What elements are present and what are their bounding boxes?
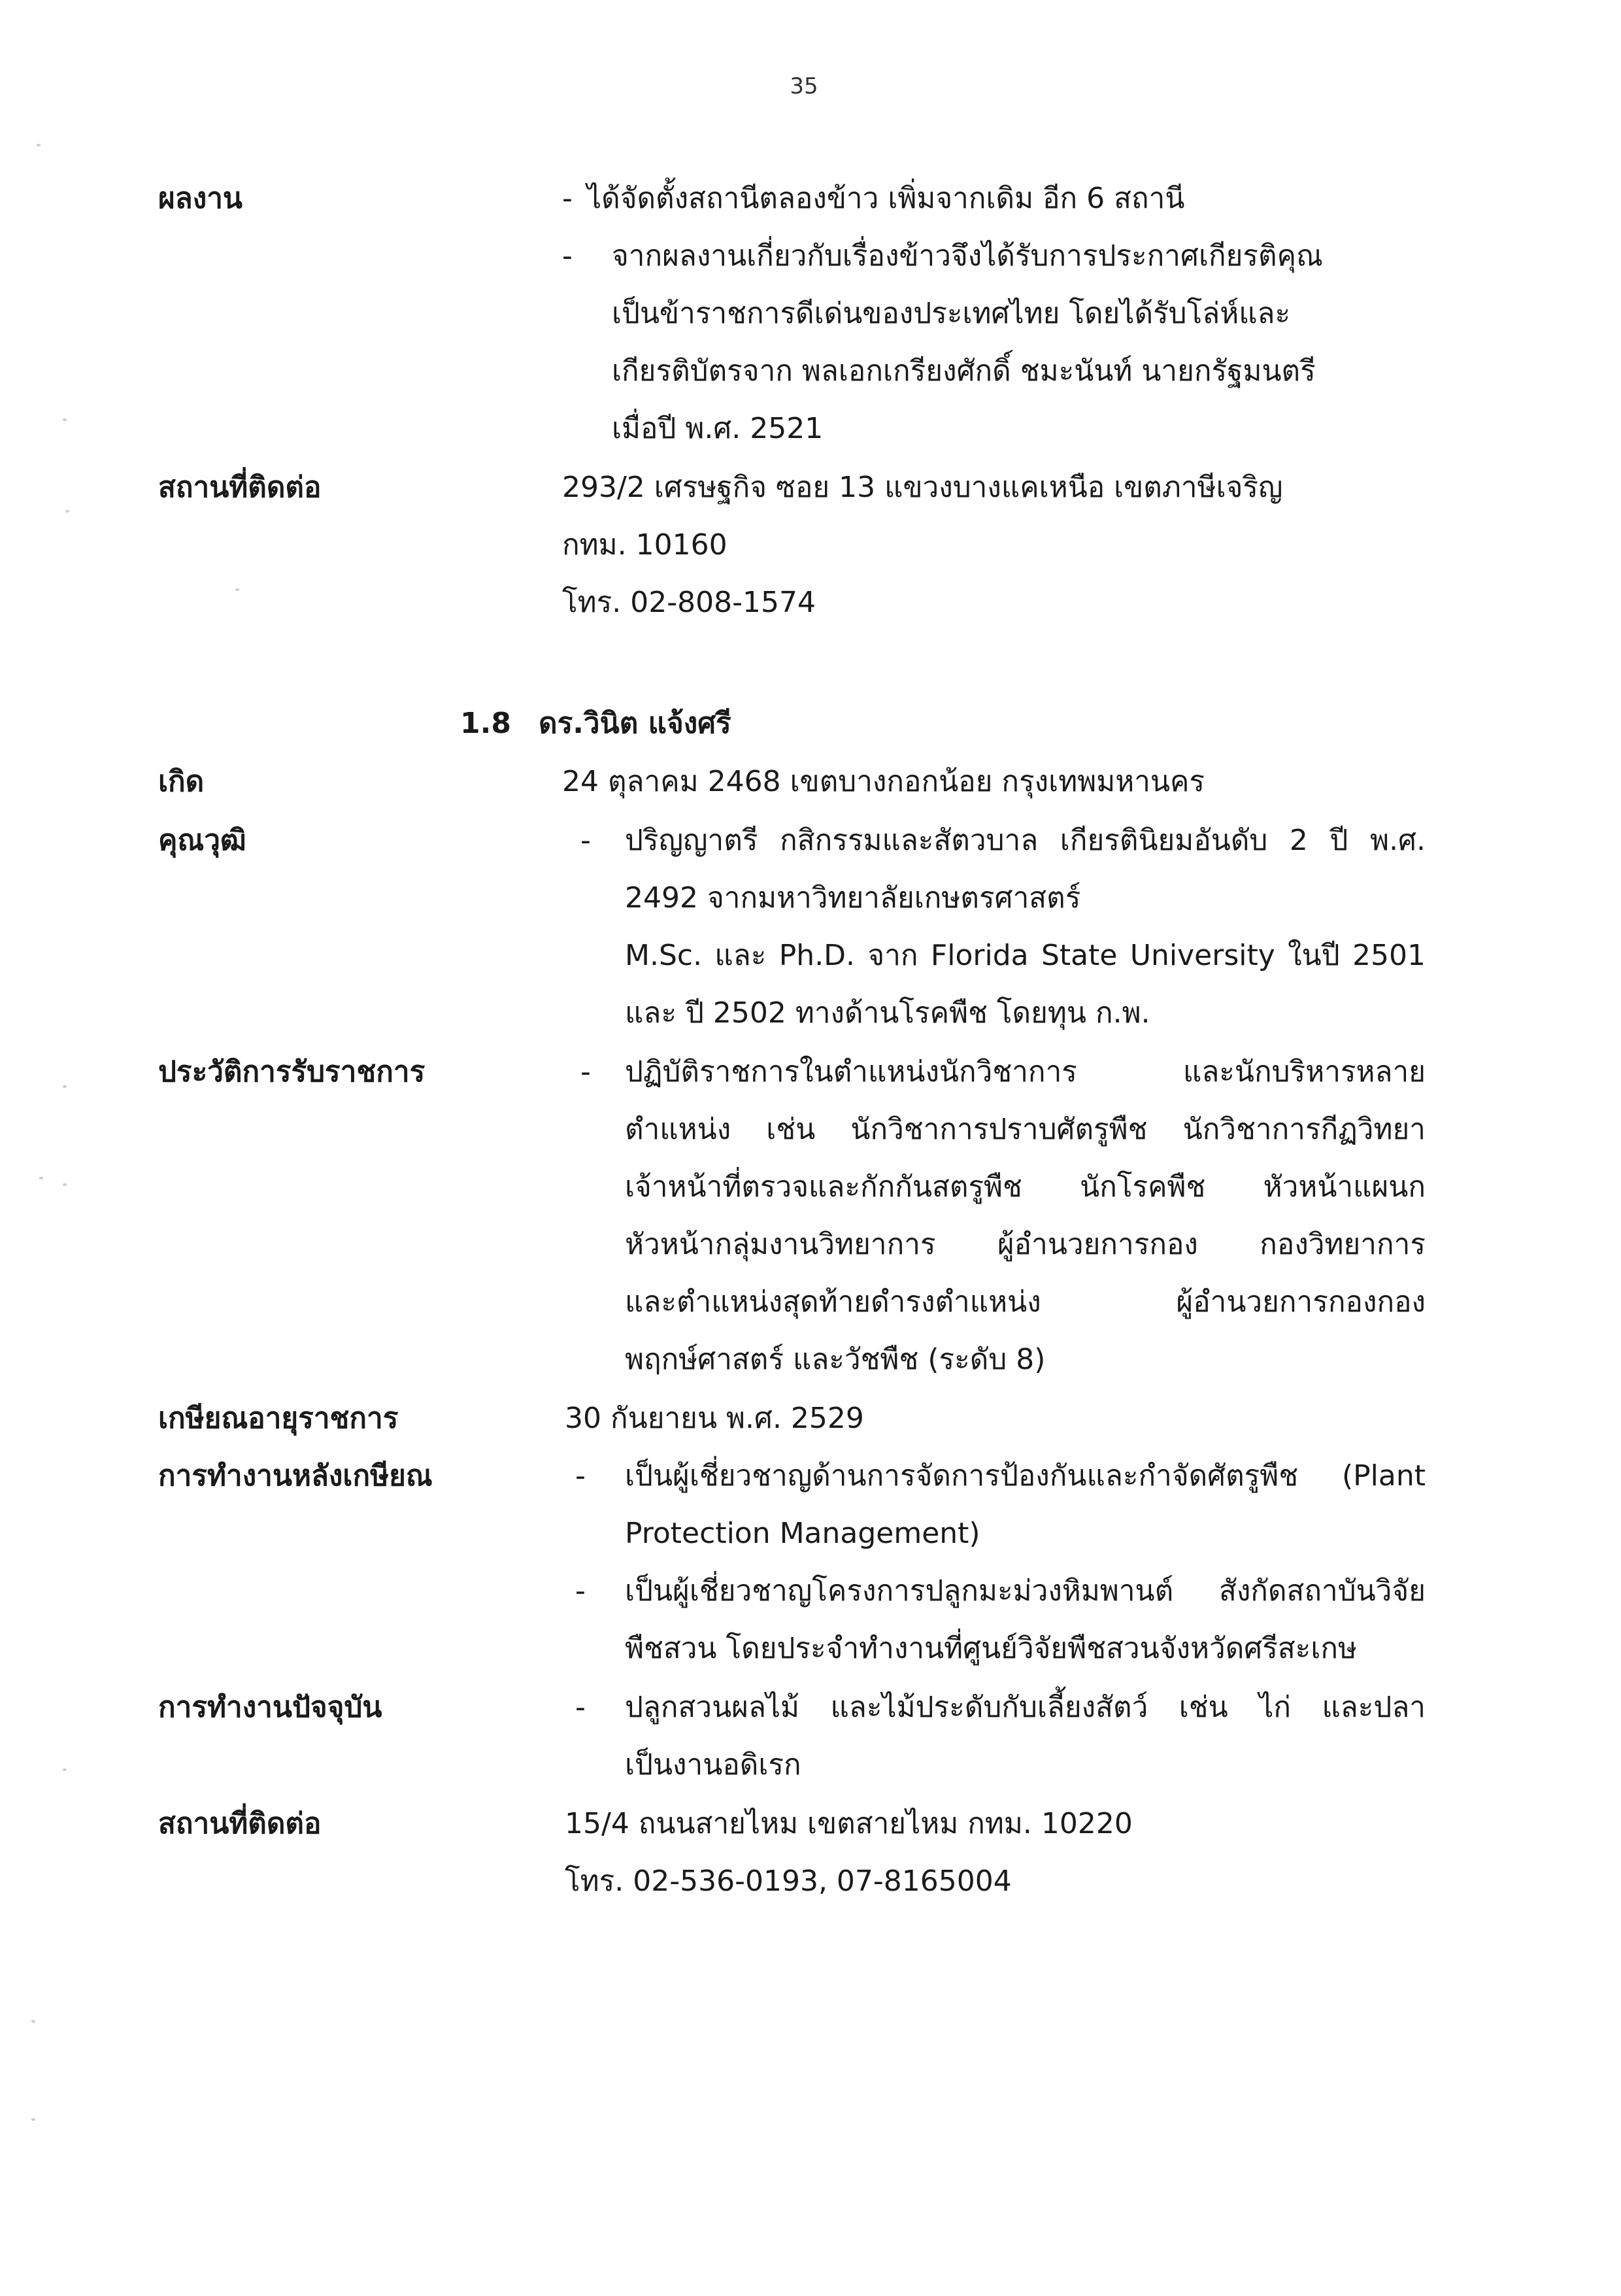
scan-speck [39,1177,43,1179]
scan-speck [235,588,239,591]
career-line: หัวหน้ากลุ่มงานวิทยาการ ผู้อำนวยการกอง กองวิทยาการ [625,1228,1426,1261]
education-label: คุณวุฒิ [158,824,246,857]
current-work-line: เป็นงานอดิเรก [625,1748,801,1781]
scan-speck [63,1768,67,1771]
post-retirement-item1-line: Protection Management) [625,1517,980,1550]
contact-label: สถานที่ติดต่อ [158,471,322,504]
bullet-dash: - [575,1574,586,1608]
bullet-dash: - [580,824,591,857]
born-value: 24 ตุลาคม 2468 เขตบางกอกน้อย กรุงเทพมหานคร [562,765,1205,798]
career-line: พฤกษ์ศาสตร์ และวัชพืช (ระดับ 8) [625,1343,1046,1376]
contact-label: สถานที่ติดต่อ [158,1807,322,1840]
scan-speck [63,418,67,421]
current-work-line: ปลูกสวนผลไม้ และไม้ประดับกับเลี้ยงสัตว์ เช่น ไก่ และปลา [625,1691,1426,1724]
contact-line: โทร. 02-808-1574 [562,586,816,619]
scan-speck [65,510,69,513]
bullet-dash: - [562,182,573,215]
achievements-label: ผลงาน [158,182,243,215]
career-label: ประวัติการรับราชการ [158,1055,426,1089]
post-retirement-item2-line: พืชสวน โดยประจำทำงานที่ศูนย์วิจัยพืชสวนจังหวัดศรีสะเกษ [625,1632,1358,1665]
scan-speck [63,1183,67,1186]
contact-line: กทม. 10160 [562,528,727,562]
scan-speck [31,2020,35,2023]
post-retirement-label: การทำงานหลังเกษียณ [158,1459,433,1493]
post-retirement-item2-line: เป็นผู้เชี่ยวชาญโครงการปลูกมะม่วงหิมพานต์ สังกัดสถาบันวิจัย [625,1574,1426,1608]
born-label: เกิด [158,765,205,798]
scan-speck [63,1085,67,1088]
achievements-item1: ได้จัดตั้งสถานีตลองข้าว เพิ่มจากเดิม อีก 6 สถานี [587,182,1185,215]
achievements-item2-line: เป็นข้าราชการดีเด่นของประเทศไทย โดยได้รับโล่ห์และ [612,297,1291,330]
scan-speck [31,2118,35,2121]
page-number: 35 [790,73,818,99]
retirement-label: เกษียณอายุราชการ [158,1402,399,1435]
education-line: M.Sc. และ Ph.D. จาก Florida State University ในปี 2501 [625,939,1426,972]
career-line: และตำแหน่งสุดท้ายดำรงตำแหน่ง ผู้อำนวยการกองกอง [625,1285,1426,1319]
contact-line: 293/2 เศรษฐกิจ ซอย 13 แขวงบางแคเหนือ เขตภาษีเจริญ [562,471,1283,504]
career-line: ปฏิบัติราชการในตำแหน่งนักวิชาการ และนักบริหารหลาย [625,1055,1426,1089]
bullet-dash: - [580,1055,591,1089]
career-line: เจ้าหน้าที่ตรวจและกักกันสตรูพืช นักโรคพืช หัวหน้าแผนก [625,1170,1426,1204]
education-line: ปริญญาตรี กสิกรรมและสัตวบาล เกียรตินิยมอันดับ 2 ปี พ.ศ. [625,824,1426,857]
post-retirement-item1-line: เป็นผู้เชี่ยวชาญด้านการจัดการป้องกันและกำจัดศัตรูพืช (Plant [625,1459,1426,1493]
education-line: และ ปี 2502 ทางด้านโรคพืช โดยทุน ก.พ. [625,996,1150,1030]
bullet-dash: - [575,1691,586,1724]
achievements-item2-line: เมื่อปี พ.ศ. 2521 [612,412,824,445]
section-number: 1.8 [460,707,511,740]
bullet-dash: - [562,239,573,273]
bullet-dash: - [575,1459,586,1493]
achievements-item2-line: เกียรติบัตรจาก พลเอกเกรียงศักดิ์ ชมะนันท์ นายกรัฐมนตรี [612,354,1316,388]
education-line: 2492 จากมหาวิทยาลัยเกษตรศาสตร์ [625,881,1081,915]
contact-line: โทร. 02-536-0193, 07-8165004 [565,1865,1012,1898]
achievements-item2-line: จากผลงานเกี่ยวกับเรื่องข้าวจึงได้รับการประกาศเกียรติคุณ [612,239,1323,273]
current-work-label: การทำงานปัจจุบัน [158,1691,382,1724]
contact-line: 15/4 ถนนสายไหม เขตสายไหม กทม. 10220 [565,1807,1133,1840]
section-title: ดร.วินิต แจ้งศรี [539,707,731,740]
scan-speck [37,144,41,146]
career-line: ตำแหน่ง เช่น นักวิชาการปราบศัตรูพืช นักวิชาการกีฏวิทยา [625,1113,1426,1146]
retirement-value: 30 กันยายน พ.ศ. 2529 [565,1402,864,1435]
